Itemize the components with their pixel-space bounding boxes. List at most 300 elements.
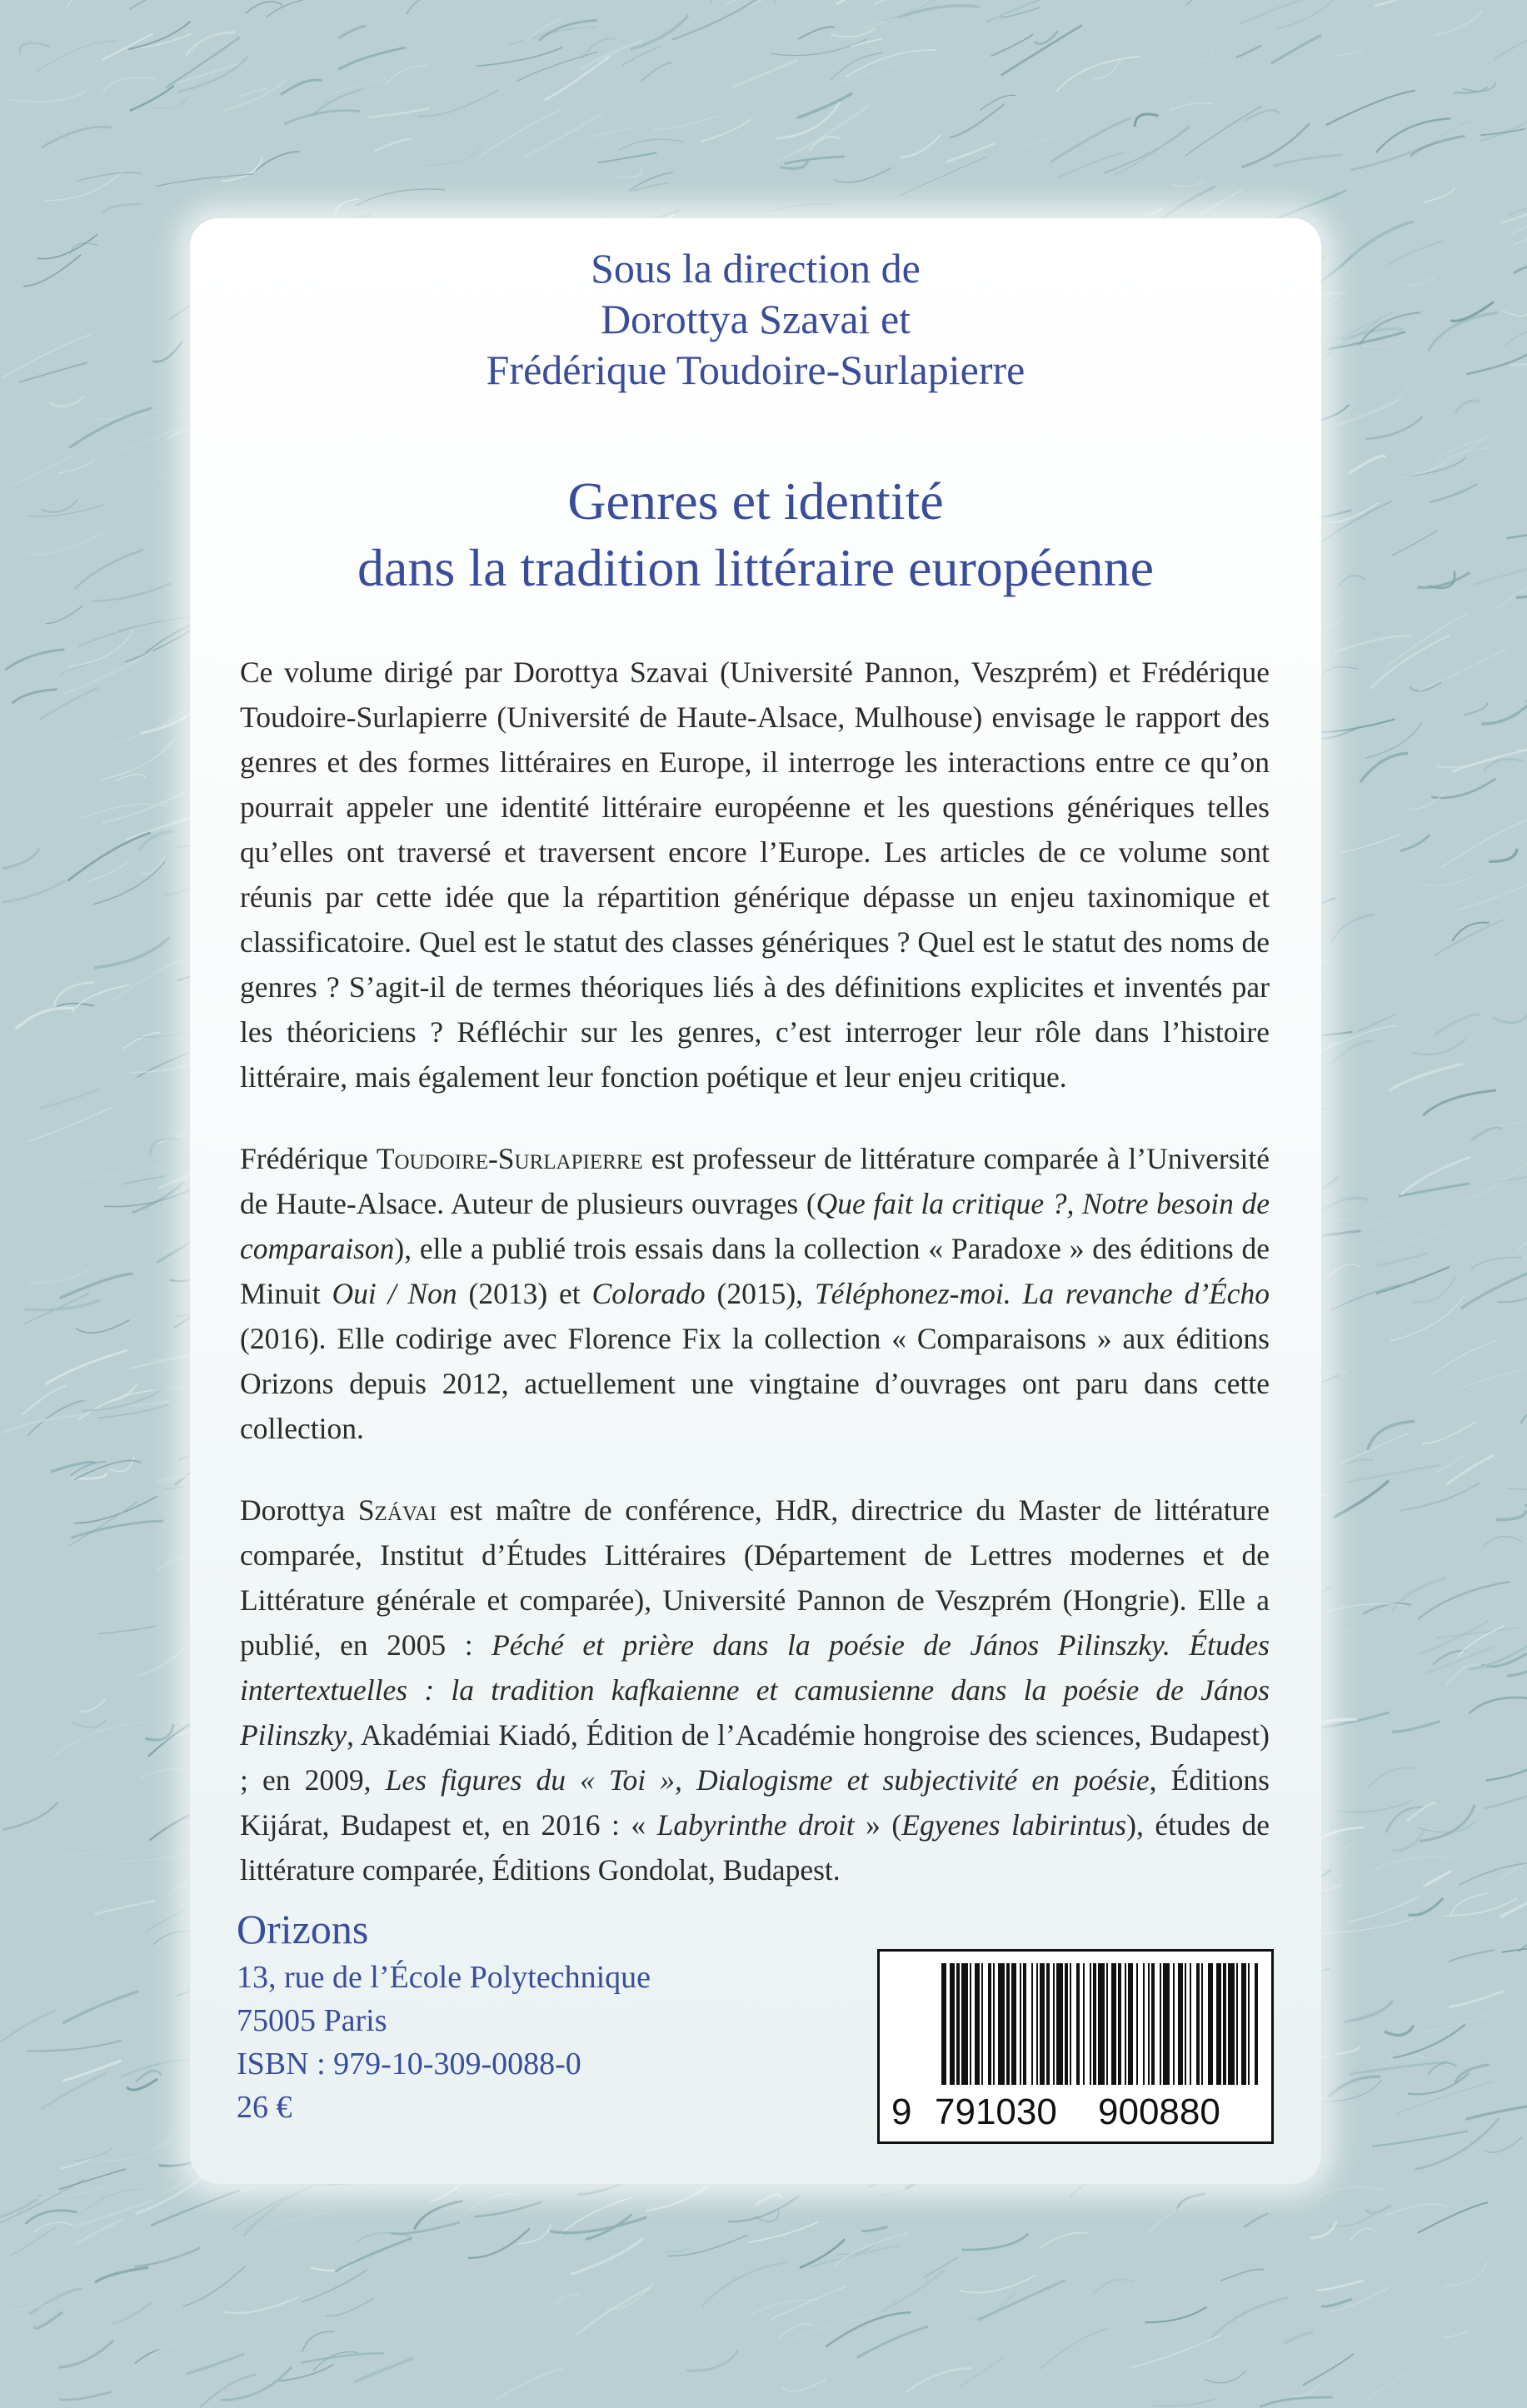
scribble-stroke [475, 2202, 542, 2217]
scribble-stroke [103, 77, 157, 92]
scribble-stroke [54, 983, 94, 1006]
scribble-stroke [35, 2312, 62, 2329]
scribble-stroke [1039, 2329, 1110, 2370]
scribble-stroke [900, 135, 941, 157]
scribble-stroke [901, 157, 987, 196]
scribble-stroke [245, 2, 282, 13]
scribble-stroke [102, 767, 139, 780]
scribble-stroke [1392, 1374, 1433, 1398]
scribble-stroke [1187, 190, 1242, 222]
scribble-stroke [846, 50, 936, 77]
scribble-stroke [302, 2331, 334, 2352]
scribble-stroke [1337, 1800, 1413, 1812]
scribble-stroke [334, 199, 358, 215]
barcode-bar [970, 1963, 971, 2085]
editor-line: Frédérique Toudoire-Surlapierre [486, 346, 1025, 393]
scribble-stroke [1187, 50, 1213, 61]
scribble-stroke [621, 47, 661, 66]
bio-text: » ( [854, 1808, 902, 1842]
scribble-stroke [354, 2358, 413, 2382]
author-bio-szavai [240, 1488, 1270, 1892]
scribble-stroke [556, 2295, 580, 2305]
scribble-stroke [132, 1182, 184, 1213]
scribble-stroke [1399, 1184, 1470, 1196]
scribble-stroke [79, 1698, 106, 1712]
scribble-stroke [1348, 1897, 1419, 1922]
scribble-stroke [1449, 1950, 1495, 1962]
scribble-stroke [1518, 1231, 1527, 1250]
scribble-stroke [1260, 2397, 1332, 2407]
scribble-stroke [961, 2234, 1029, 2250]
scribble-stroke [1461, 1152, 1527, 1202]
scribble-stroke [629, 172, 672, 192]
barcode-digit-group: 900880 [1098, 2091, 1220, 2132]
scribble-stroke [92, 583, 172, 601]
scribble-stroke [92, 2133, 176, 2161]
barcode-bar [1196, 1963, 1200, 2085]
scribble-stroke [1423, 1090, 1496, 1115]
scribble-stroke [1493, 1013, 1527, 1023]
barcode-bar [998, 1963, 1005, 2085]
scribble-stroke [113, 710, 185, 743]
scribble-stroke [72, 985, 129, 1013]
scribble-stroke [134, 2248, 200, 2267]
scribble-stroke [152, 341, 182, 361]
scribble-stroke [330, 79, 387, 94]
scribble-stroke [991, 34, 1033, 56]
scribble-stroke [545, 57, 611, 101]
scribble-stroke [851, 39, 882, 47]
scribble-stroke [1315, 2187, 1383, 2201]
scribble-stroke [620, 139, 684, 150]
scribble-stroke [1469, 1698, 1527, 1713]
scribble-stroke [44, 171, 123, 201]
barcode-bar [1083, 1963, 1085, 2085]
scribble-stroke [960, 2275, 1037, 2292]
editor-line: Dorottya Szavai et [600, 296, 911, 342]
scribble-stroke [1495, 561, 1527, 611]
scribble-stroke [1310, 2221, 1336, 2237]
scribble-stroke [1435, 12, 1483, 36]
scribble-stroke [1319, 1827, 1365, 1841]
scribble-stroke [1271, 35, 1321, 63]
scribble-stroke [1509, 187, 1527, 215]
scribble-stroke [113, 1384, 137, 1400]
scribble-stroke [1368, 1857, 1455, 1874]
scribble-stroke [42, 127, 112, 147]
scribble-stroke [29, 1107, 112, 1141]
scribble-stroke [1245, 110, 1280, 121]
book-title-italic: Egyenes labirintus [901, 1808, 1127, 1842]
scribble-stroke [1368, 1421, 1415, 1450]
scribble-stroke [1349, 2062, 1447, 2075]
barcode-bar [1023, 1963, 1026, 2085]
scribble-stroke [33, 2222, 72, 2232]
scribble-stroke [1321, 2299, 1351, 2306]
scribble-stroke [407, 0, 439, 14]
scribble-stroke [301, 2353, 384, 2362]
scribble-stroke [115, 1849, 201, 1862]
scribble-stroke [1464, 703, 1487, 715]
scribble-stroke [1205, 2371, 1245, 2383]
scribble-stroke [978, 2281, 1065, 2321]
scribble-stroke [94, 411, 159, 420]
scribble-stroke [166, 37, 240, 88]
scribble-stroke [93, 861, 165, 905]
scribble-stroke [782, 2379, 826, 2391]
scribble-stroke [1104, 127, 1190, 173]
scribble-stroke [1414, 1276, 1455, 1302]
scribble-stroke [857, 2326, 928, 2357]
scribble-stroke [571, 2238, 643, 2274]
scribble-stroke [1344, 2001, 1393, 2022]
scribble-stroke [1057, 152, 1125, 178]
scribble-stroke [1418, 1822, 1475, 1832]
scribble-stroke [1040, 2232, 1088, 2247]
barcode-bar [981, 1963, 983, 2085]
scribble-stroke [1385, 2204, 1449, 2215]
scribble-stroke [470, 2194, 521, 2210]
scribble-stroke [1435, 1015, 1480, 1035]
scribble-stroke [127, 2079, 157, 2090]
scribble-stroke [63, 2061, 122, 2081]
scribble-stroke [1366, 416, 1423, 439]
barcode-bar [1093, 1963, 1096, 2085]
scribble-stroke [881, 2270, 945, 2311]
scribble-stroke [576, 2287, 651, 2335]
scribble-stroke [75, 550, 143, 589]
bio-text: est professeur de littérature comparée à l’Université de Haute-Alsace. Auteur de plusieurs ouvrages ( [240, 1142, 1270, 1220]
scribble-stroke [1418, 573, 1470, 588]
scribble-stroke [99, 738, 175, 780]
scribble-stroke [1441, 820, 1527, 867]
scribble-stroke [748, 2221, 818, 2242]
book-title-italic: Péché et prière dans la poésie de János Pilinszky. Études intertextuelles : la tradition kafkaienne et camusienne dans la poésie de János Pilinszky [240, 1628, 1270, 1752]
scribble-stroke [222, 79, 287, 111]
scribble-stroke [82, 1388, 164, 1411]
scribble-stroke [785, 157, 845, 164]
scribble-stroke [77, 1164, 163, 1178]
scribble-stroke [59, 2341, 113, 2368]
scribble-stroke [1494, 27, 1527, 59]
barcode-bar [956, 1963, 960, 2085]
scribble-stroke [1420, 1621, 1489, 1654]
scribble-stroke [836, 0, 880, 4]
scribble-stroke [325, 2298, 374, 2316]
barcode-bar [1148, 1963, 1150, 2085]
scribble-stroke [1316, 1231, 1360, 1237]
barcode-bars [891, 1963, 1263, 2085]
author-surname: Szávai [357, 1493, 437, 1527]
summary-paragraph: Ce volume dirigé par Dorottya Szavai (Université Pannon, Veszprém) et Frédérique Toudoire-Surlapierre (Université de Haute-Alsace, Mulhouse) envisage le rapport des genres et des formes littéraires en Europe, il interroge les interactions entre ce qu’on pourrait appeler une identité littéraire européenne et les questions génériques telles qu’elles ont traversé et traversent encore l’Europe. Les articles de ce volume sont réunis par cette idée que la répartition générique dépasse un enjeu taxinomique et classificatoire. Quel est le statut des classes génériques ? Quel est le statut des noms de genres ? S’agit-il de termes théoriques liés à des définitions explicites et inventés par les théoriciens ? Réfléchir sur les genres, c’est interroger leur rôle dans l’histoire littéraire, mais également leur fonction poétique et leur enjeu critique. [240, 656, 1270, 1094]
scribble-stroke [223, 2297, 298, 2313]
scribble-stroke [1455, 401, 1479, 413]
scribble-stroke [52, 1463, 95, 1472]
scribble-stroke [1334, 1481, 1389, 1518]
scribble-stroke [335, 2238, 412, 2271]
book-title-italic: Oui / Non [332, 1277, 457, 1310]
scribble-stroke [1386, 613, 1469, 667]
scribble-stroke [111, 2301, 152, 2323]
scribble-stroke [767, 204, 832, 212]
scribble-stroke [1442, 2331, 1469, 2337]
bio-text: Dorottya [240, 1493, 358, 1527]
scribble-stroke [1496, 1510, 1526, 1519]
scribble-stroke [72, 1521, 164, 1538]
bio-text: (2016). Elle codirige avec Florence Fix la collection « Comparaisons » aux éditions Orizons depuis 2012, actuellement une vingtaine d’ouvrages ont paru dans cette collection. [240, 1322, 1270, 1445]
scribble-stroke [1471, 1128, 1501, 1140]
scribble-stroke [1446, 1455, 1494, 1485]
scribble-stroke [356, 189, 446, 206]
scribble-stroke [1308, 137, 1338, 153]
scribble-stroke [834, 167, 892, 182]
scribble-stroke [1461, 1265, 1527, 1309]
scribble-stroke [480, 111, 561, 157]
barcode-bar [1056, 1963, 1063, 2085]
scribble-stroke [122, 1176, 167, 1184]
scribble-stroke [798, 27, 835, 39]
title-line-1: Genres et identité [567, 471, 944, 531]
barcode-digit-group: 791030 [935, 2091, 1057, 2132]
scribble-stroke [386, 65, 428, 84]
author-bio-toudoire [240, 1136, 1270, 1451]
scribble-stroke [581, 41, 642, 69]
scribble-stroke [577, 2184, 621, 2194]
scribble-stroke [1392, 531, 1437, 556]
scribble-stroke [29, 2289, 82, 2314]
barcode-bar [993, 1963, 995, 2085]
scribble-stroke [1326, 1264, 1361, 1279]
scribble-stroke [59, 2392, 111, 2401]
scribble-stroke [654, 116, 718, 130]
publisher-address: 13, rue de l’École Polytechnique [237, 1960, 651, 1995]
barcode-bar [1178, 1963, 1183, 2085]
barcode-bar [1228, 1963, 1235, 2085]
scribble-stroke [875, 0, 934, 4]
bio-text: ), elle a publié trois essais dans la collection « Paradoxe » des éditions de Minuit [240, 1232, 1270, 1310]
scribble-stroke [151, 2191, 240, 2226]
scribble-stroke [1169, 103, 1213, 111]
scribble-stroke [1457, 1365, 1527, 1389]
scribble-stroke [1436, 1628, 1518, 1638]
scribble-stroke [1400, 1483, 1480, 1510]
scribble-stroke [78, 626, 137, 646]
scribble-stroke [646, 2183, 711, 2211]
scribble-stroke [1420, 1805, 1475, 1842]
scribble-stroke [128, 22, 190, 50]
scribble-stroke [137, 34, 192, 48]
barcode-bar [1216, 1963, 1221, 2085]
scribble-stroke [732, 60, 797, 87]
scribble-stroke [74, 1496, 157, 1523]
scribble-stroke [1186, 0, 1268, 5]
scribble-stroke [1467, 352, 1527, 375]
scribble-stroke [392, 2222, 460, 2234]
scribble-stroke [887, 6, 980, 22]
scribble-stroke [1330, 503, 1379, 523]
scribble-stroke [40, 1089, 100, 1109]
barcode-bar [1011, 1963, 1016, 2085]
scribble-stroke [59, 2169, 126, 2190]
barcode-bar [941, 1963, 946, 2085]
scribble-stroke [1419, 875, 1478, 886]
scribble-stroke [1366, 2206, 1391, 2213]
scribble-stroke [607, 2283, 653, 2309]
author-surname: Toudoire-Surlapierre [376, 1142, 643, 1175]
scribble-stroke [1418, 1582, 1510, 1619]
barcode-bar [1098, 1963, 1105, 2085]
scribble-stroke [2, 1414, 90, 1433]
scribble-stroke [833, 2233, 910, 2267]
scribble-stroke [831, 27, 876, 37]
bio-text: Frédérique [240, 1142, 377, 1175]
scribble-stroke [1131, 2336, 1221, 2367]
scribble-stroke [1497, 1294, 1527, 1302]
scribble-stroke [1346, 1459, 1374, 1463]
barcode-bar [1053, 1963, 1055, 2085]
barcode-bar [950, 1963, 955, 2085]
scribble-stroke [1430, 484, 1477, 502]
scribble-stroke [552, 187, 606, 199]
scribble-stroke [1439, 437, 1488, 457]
scribble-stroke [50, 1722, 142, 1760]
scribble-stroke [783, 2317, 876, 2341]
scribble-stroke [1115, 126, 1189, 175]
scribble-stroke [1486, 1737, 1527, 1781]
scribble-stroke [1501, 193, 1527, 223]
scribble-stroke [1335, 51, 1363, 56]
scribble-stroke [1145, 2307, 1206, 2323]
scribble-stroke [1511, 222, 1527, 233]
scribble-stroke [87, 861, 128, 882]
scribble-stroke [10, 456, 73, 486]
scribble-stroke [77, 1320, 130, 1334]
scribble-stroke [1375, 1253, 1428, 1266]
blurb-text [240, 650, 1270, 1929]
scribble-stroke [146, 1907, 193, 1932]
bio-text: (2015), [705, 1277, 815, 1310]
scribble-stroke [1517, 728, 1527, 750]
scribble-stroke [99, 1626, 156, 1633]
scribble-stroke [1160, 187, 1215, 221]
bio-text: ), études de littérature comparée, Éditions Gondolat, Budapest. [240, 1808, 1270, 1887]
scribble-stroke [1362, 1229, 1449, 1250]
scribble-stroke [1425, 1871, 1451, 1886]
scribble-stroke [1524, 1120, 1527, 1132]
scribble-stroke [1397, 2082, 1492, 2113]
scribble-stroke [1330, 1283, 1416, 1311]
barcode-bar [1118, 1963, 1121, 2085]
scribble-stroke [862, 18, 899, 28]
scribble-stroke [711, 0, 741, 2]
scribble-stroke [152, 2345, 176, 2359]
scribble-stroke [797, 93, 853, 118]
scribble-stroke [1365, 722, 1421, 759]
scribble-stroke [1389, 241, 1444, 266]
scribble-stroke [1323, 311, 1395, 345]
barcode-bar [1163, 1963, 1170, 2085]
barcode-bar [1160, 1963, 1161, 2085]
scribble-stroke [46, 606, 83, 624]
scribble-stroke [37, 234, 98, 258]
scribble-stroke [1372, 2131, 1468, 2146]
scribble-stroke [200, 2375, 257, 2407]
book-title-italic: Que fait la critique ?, Notre besoin de comparaison [240, 1187, 1270, 1265]
scribble-stroke [375, 139, 412, 151]
barcode-bar [1143, 1963, 1145, 2085]
scribble-stroke [946, 143, 995, 162]
scribble-stroke [861, 2227, 888, 2231]
scribble-stroke [23, 255, 81, 287]
title-line-2: dans la tradition littéraire européenne [357, 538, 1155, 597]
scribble-stroke [1412, 1039, 1466, 1054]
scribble-stroke [1312, 501, 1393, 549]
scribble-stroke [1409, 791, 1447, 809]
scribble-stroke [27, 505, 105, 516]
barcode-bar [1111, 1963, 1116, 2085]
scribble-stroke [2, 1802, 58, 1830]
scribble-stroke [906, 2368, 972, 2392]
scribble-stroke [1244, 2214, 1268, 2227]
scribble-stroke [1326, 91, 1415, 126]
scribble-stroke [755, 2211, 779, 2221]
scribble-stroke [1220, 2269, 1265, 2281]
scribble-stroke [71, 1742, 107, 1760]
barcode-bar [1255, 1963, 1258, 2085]
scribble-stroke [1355, 380, 1411, 415]
scribble-stroke [12, 690, 57, 704]
barcode-bar [1151, 1963, 1155, 2085]
scribble-stroke [1316, 1918, 1414, 1933]
scribble-stroke [1093, 2280, 1134, 2295]
barcode-bar [1201, 1963, 1203, 2085]
scribble-stroke [1322, 1026, 1396, 1051]
scribble-stroke [10, 91, 87, 102]
scribble-stroke [72, 1719, 107, 1727]
book-title-italic: Labyrinthe droit [656, 1808, 855, 1842]
scribble-stroke [1406, 0, 1439, 3]
scribble-stroke [1407, 1803, 1436, 1822]
scribble-stroke [67, 0, 97, 7]
scribble-stroke [1339, 576, 1365, 586]
scribble-stroke [1335, 2046, 1360, 2054]
scribble-stroke [1481, 702, 1527, 725]
scribble-stroke [1452, 923, 1489, 941]
scribble-stroke [77, 172, 142, 181]
scribble-stroke [2, 334, 92, 378]
scribble-stroke [75, 2148, 112, 2161]
barcode-bar [1031, 1963, 1033, 2085]
scribble-stroke [1050, 118, 1130, 162]
scribble-stroke [50, 1043, 105, 1072]
scribble-stroke [1469, 1629, 1527, 1669]
scribble-stroke [302, 2270, 367, 2302]
scribble-stroke [339, 26, 367, 37]
scribble-stroke [1350, 2228, 1375, 2241]
publisher-city: 75005 Paris [237, 2003, 387, 2038]
scribble-stroke [140, 1768, 195, 1778]
scribble-stroke [1236, 46, 1261, 57]
scribble-stroke [616, 168, 641, 177]
scribble-stroke [16, 1008, 74, 1029]
scribble-stroke [1376, 118, 1451, 152]
scribble-stroke [1056, 57, 1140, 92]
scribble-stroke [1151, 2399, 1215, 2406]
scribble-stroke [1520, 1408, 1527, 1424]
editors-block [190, 243, 1321, 396]
barcode-bar [1128, 1963, 1133, 2085]
isbn: ISBN : 979-10-309-0088-0 [237, 2047, 581, 2081]
